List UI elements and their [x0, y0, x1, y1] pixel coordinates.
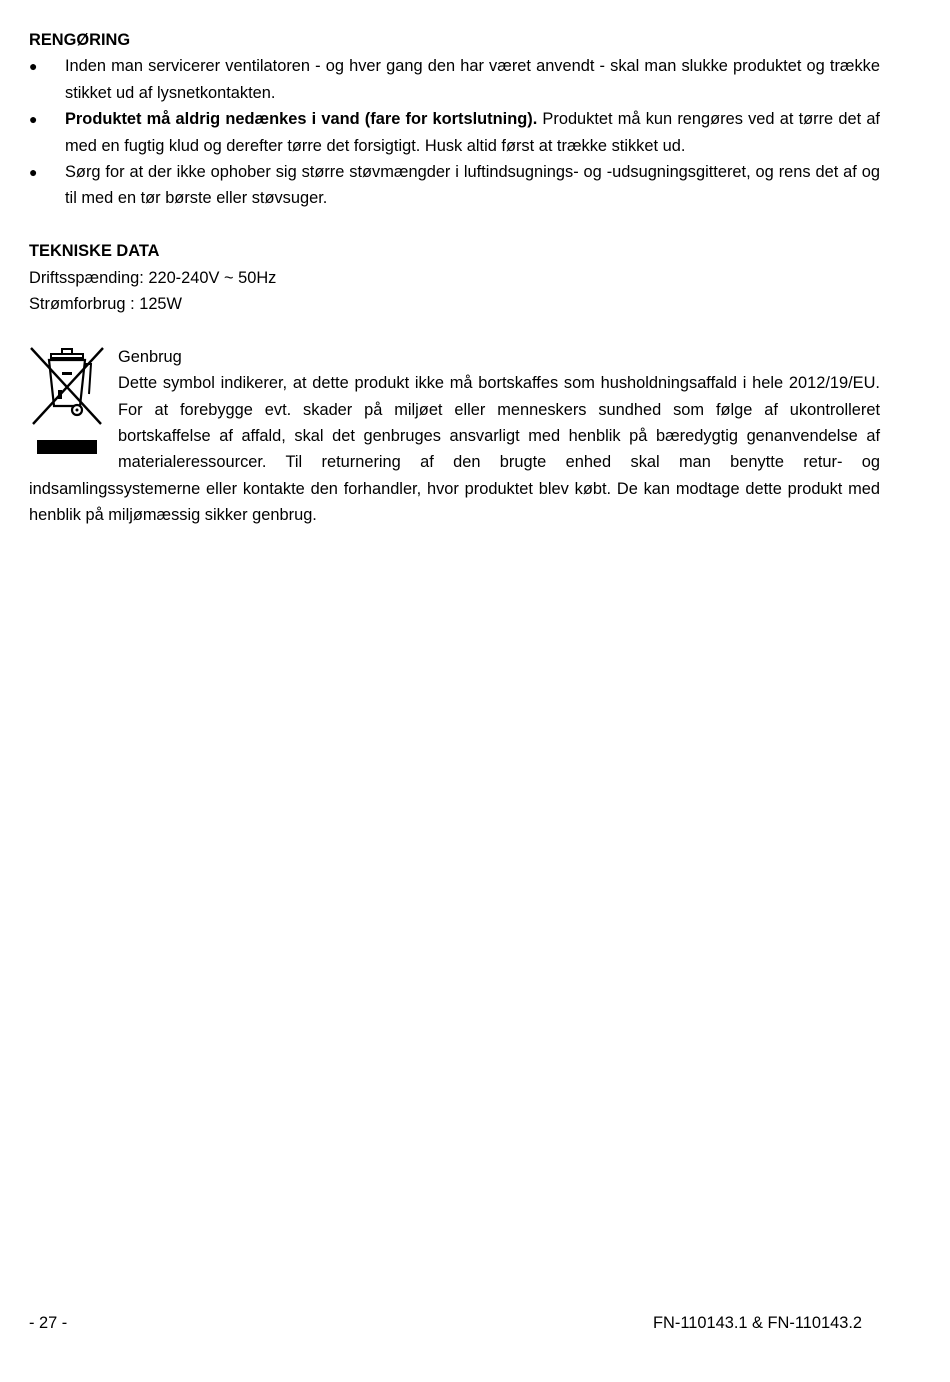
recycling-title: Genbrug: [118, 347, 182, 366]
model-number: FN-110143.1 & FN-110143.2: [653, 1314, 862, 1332]
cleaning-heading: RENGØRING: [29, 31, 131, 49]
page-number: - 27 -: [29, 1314, 68, 1332]
crossed-out-wheelie-bin-icon: [29, 346, 105, 456]
bullet-dot-icon: ●: [29, 58, 38, 75]
recycling-section: [29, 344, 880, 529]
page-footer: [29, 1310, 862, 1336]
bullet-dot-icon: ●: [29, 164, 38, 181]
bullet-text: Inden man servicerer ventilatoren - og hver gang den har været anvendt - skal man slukke produktet og trække stikket ud af lysnetkontakten.: [65, 57, 880, 102]
document-page: [29, 27, 880, 529]
power-spec: Strømforbrug : 125W: [29, 295, 183, 313]
cleaning-bullet-2: [29, 106, 880, 159]
cleaning-bullet-1: [29, 53, 880, 106]
bullet-text: Sørg for at der ikke ophober sig større støvmængder i luftindsugnings- og -udsugningsgitteret, og rens det af og til med en tør børste eller støvsuger.: [65, 163, 880, 208]
warning-bold-text: Produktet må aldrig nedænkes i vand (fare for kortslutning).: [65, 110, 538, 129]
cleaning-bullet-3: [29, 159, 880, 212]
voltage-spec: Driftsspænding: 220-240V ~ 50Hz: [29, 268, 277, 287]
bullet-text: Produktet må kun rengøres ved at tørre det af med en fugtig klud og derefter tørre det forsigtigt. Husk altid først at trække stikket ud.: [65, 110, 880, 155]
technical-heading: TEKNISKE DATA: [29, 242, 160, 261]
bullet-dot-icon: ●: [29, 111, 38, 128]
recycling-description: Dette symbol indikerer, at dette produkt ikke må bortskaffes som husholdningsaffald i hele 2012/19/EU. For at forebygge evt. skader på miljøet eller menneskers sundhed som følge af ukontrolleret bortskaffelse af affald, skal det genbruges ansvarligt med henblik på bæredygtig genanvendelse af materialeressourcer. Til returnering af den brugte enhed skal man benytte retur- og indsamlingssystemerne eller kontakte den forhandler, hvor produktet blev købt. De kan modtage dette produkt med henblik på miljømæssig sikker genbrug.: [29, 374, 880, 525]
cleaning-bullet-list: [29, 53, 880, 211]
